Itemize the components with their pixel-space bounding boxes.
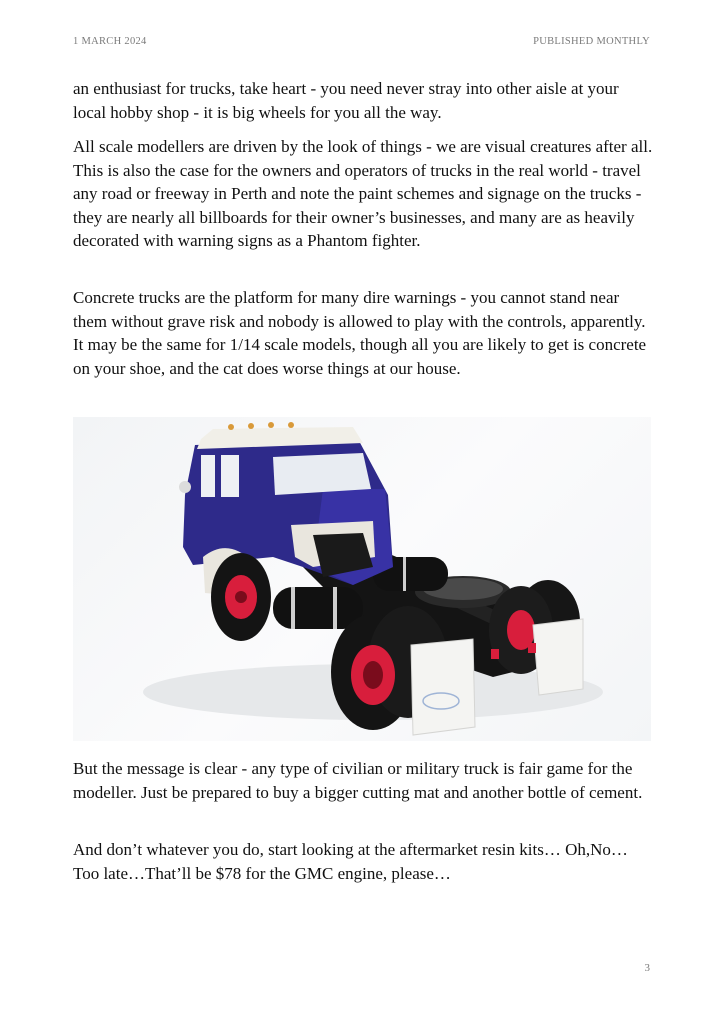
paragraph bbox=[73, 286, 653, 380]
publication-frequency: PUBLISHED MONTHLY bbox=[533, 36, 650, 47]
paragraph bbox=[73, 757, 653, 804]
paragraph-text: And don’t whatever you do, start looking at the aftermarket resin kits… Oh,No…Too late…That’ll be $78 for the GMC engine, please… bbox=[73, 840, 628, 883]
issue-date: 1 MARCH 2024 bbox=[73, 36, 147, 47]
paragraph bbox=[73, 838, 653, 885]
paragraph-text: All scale modellers are driven by the look of things - we are visual creatures after all. This is also the case for the owners and operators of trucks in the real world - travel any road or freeway in Perth and note the paint schemes and signage on the trucks - they are nearly all billboards for their owner’s businesses, and many are as heavily decorated with warning signs as a Phantom fighter. bbox=[73, 137, 653, 251]
paragraph-text: Concrete trucks are the platform for many dire warnings - you cannot stand near them without grave risk and nobody is allowed to play with the controls, apparently. It may be the same for 1/14 scale models, though all you are likely to get is concrete on your shoe, and the cat does worse things at our house. bbox=[73, 288, 647, 378]
cab bbox=[179, 422, 393, 597]
truck-illustration bbox=[73, 417, 651, 741]
paragraph bbox=[73, 135, 653, 253]
page-number: 3 bbox=[644, 962, 650, 974]
page-header bbox=[73, 36, 650, 47]
front-wheel bbox=[211, 553, 271, 641]
truck-model-photo bbox=[73, 417, 651, 741]
paragraph-text: But the message is clear - any type of civilian or military truck is fair game for the modeller. Just be prepared to buy a bigger cutting mat and another bottle of cement. bbox=[73, 759, 643, 802]
paragraph-text: an enthusiast for trucks, take heart - you need never stray into other aisle at your local hobby shop - it is big wheels for you all the way. bbox=[73, 79, 619, 122]
paragraph bbox=[73, 77, 653, 124]
